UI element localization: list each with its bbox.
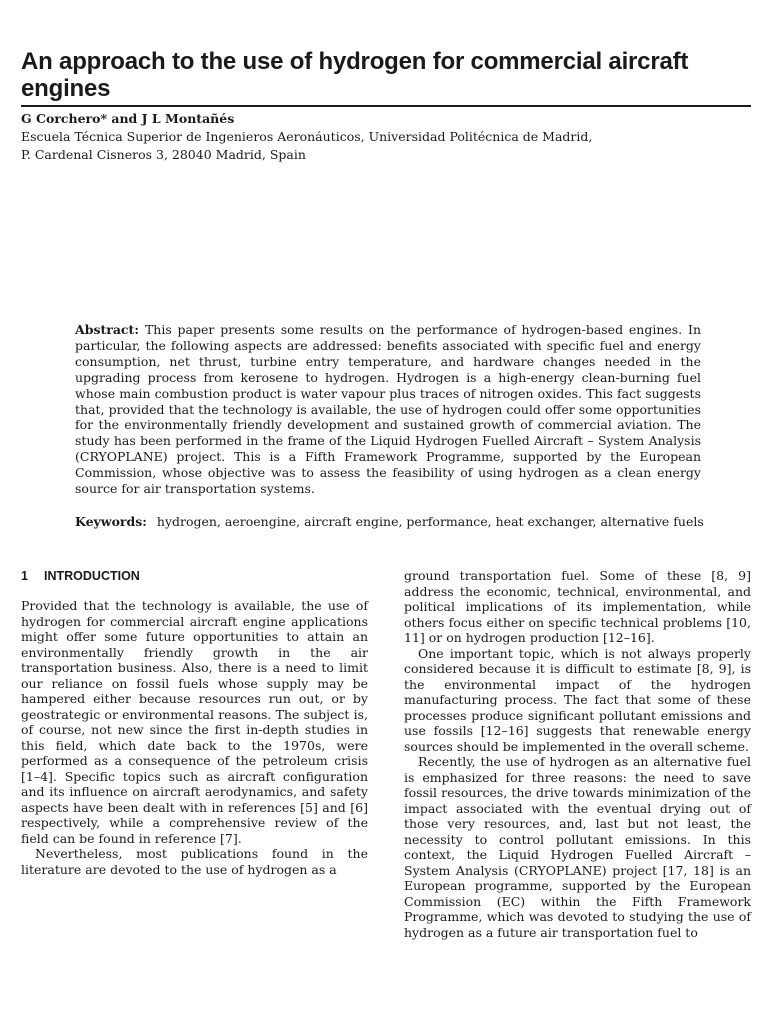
title-rule: [21, 105, 751, 107]
section-heading: [21, 568, 368, 584]
page-title: An approach to the use of hydrogen for commercial aircraft engines: [21, 48, 689, 102]
body-paragraph: Nevertheless, most publications found in the literature are devoted to the use of hydrogen as a: [21, 846, 368, 877]
author-block: [21, 110, 741, 164]
keywords-label: Keywords:: [75, 514, 147, 529]
body-paragraph: Recently, the use of hydrogen as an alternative fuel is emphasized for three reasons: the need to save fossil resources, the drive towards minimization of the impact associated with the eventual drying out of those very resources, and, last but not least, the necessity to control pollutant emissions. In this context, the Liquid Hydrogen Fuelled Aircraft – System Analysis (CRYOPLANE) project [17, 18] is an European programme, supported by the European Commission (EC) within the Fifth Framework Programme, which was devoted to studying the use of hydrogen as a future air transportation fuel to: [404, 754, 751, 940]
section-title: INTRODUCTION: [44, 569, 140, 583]
affiliation-line-2: P. Cardenal Cisneros 3, 28040 Madrid, Spain: [21, 147, 306, 162]
abstract-label: Abstract:: [75, 322, 139, 337]
section-number: 1: [21, 569, 28, 583]
left-column: [21, 568, 368, 877]
keywords: [75, 514, 715, 530]
abstract-text: This paper presents some results on the performance of hydrogen-based engines. In particular, the following aspects are addressed: benefits associated with specific fuel and energy consumption, net thrust, turbine entry temperature, and hardware changes needed in the upgrading process from kerosene to hydrogen. Hydrogen is a high-energy clean-burning fuel whose main combustion product is water vapour plus traces of nitrogen oxides. This fact suggests that, provided that the technology is available, the use of hydrogen could offer some opportunities for the environmentally friendly development and sustained growth of commercial aviation. The study has been performed in the frame of the Liquid Hydrogen Fuelled Aircraft – System Analysis (CRYOPLANE) project. This is a Fifth Framework Programme, supported by the European Commission, whose objective was to assess the feasibility of using hydrogen as a clean energy source for air transportation systems.: [75, 322, 701, 497]
body-paragraph: Provided that the technology is available, the use of hydrogen for commercial aircraft engine applications might offer some future opportunities to attain an environmentally friendly growth in the air transportation business. Also, there is a need to limit our reliance on fossil fuels whose supply may be hampered either because resources run out, or by geostrategic or environmental reasons. The subject is, of course, not new since the first in-depth studies in this field, which date back to the 1970s, were performed as a consequence of the petroleum crisis [1–4]. Specific topics such as aircraft configuration and its influence on aircraft aerodynamics, and safety aspects have been dealt with in references [5] and [6] respectively, while a comprehensive review of the field can be found in reference [7].: [21, 598, 368, 846]
affiliation-line-1: Escuela Técnica Superior de Ingenieros Aeronáuticos, Universidad Politécnica de Madrid,: [21, 129, 593, 144]
keywords-text: hydrogen, aeroengine, aircraft engine, performance, heat exchanger, alternative fuels: [156, 514, 704, 529]
body-paragraph: ground transportation fuel. Some of these [8, 9] address the economic, technical, environmental, and political implications of its implementation, while others focus either on specific technical problems [10, 11] or on hydrogen production [12–16].: [404, 568, 751, 645]
body-paragraph: One important topic, which is not always properly considered because it is difficult to estimate [8, 9], is the environmental impact of the hydrogen manufacturing process. The fact that some of these processes produce significant pollutant emissions and use fossils [12–16] suggests that renewable energy sources should be implemented in the overall scheme.: [404, 645, 751, 754]
right-column: [404, 568, 751, 940]
author-names: G Corchero* and J L Montañés: [21, 111, 235, 126]
abstract: [75, 322, 701, 497]
